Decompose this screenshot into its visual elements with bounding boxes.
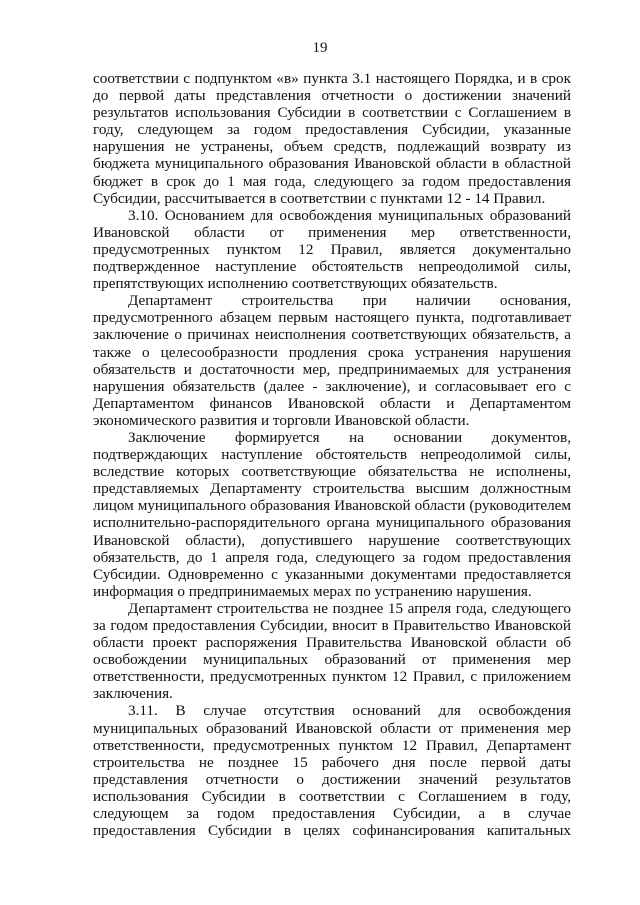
paragraph-continuation: соответствии с подпунктом «в» пункта 3.1 настоящего Порядка, и в срок до первой даты представления отчетности о достижении значений результатов использования Субсидии в соответствии с Соглашением в году, следующем за годом предоставления Субсидии, указанные нарушения не устранены, объем средств, подлежащий возврату из бюджета муниципального образования Ивановской области в областной бюджет в срок до 1 мая года, следующего за годом предоставления Субсидии, рассчитывается в соответствии с пунктами 12 - 14 Правил. — [93, 70, 571, 207]
paragraph-3-11: 3.11. В случае отсутствия оснований для освобождения муниципальных образований Ивановской области от применения мер ответственности, предусмотренных пунктом 12 Правил, Департамент строительства не позднее 15 рабочего дня после первой даты представления отчетности о достижении значений результатов использования Субсидии в соответствии с Соглашением в году, следующем за годом предоставления Субсидии, а в случае предоставления Субсидии в целях софинансирования капитальных — [93, 702, 571, 840]
document-body — [93, 70, 571, 839]
paragraph-3-10: 3.10. Основанием для освобождения муниципальных образований Ивановской области от применения мер ответственности, предусмотренных пунктом 12 Правил, является документально подтвержденное наступление обстоятельств непреодолимой силы, препятствующих исполнению соответствующих обязательств. — [93, 206, 571, 293]
paragraph-draft-order: Департамент строительства не позднее 15 апреля года, следующего за годом предоставления Субсидии, вносит в Правительство Ивановской области проект распоряжения Правительства Ивановской области об освобождении муниципальных образований от применения мер ответственности, предусмотренных пунктом 12 Правил, с приложением заключения. — [93, 599, 571, 703]
page-number: 19 — [312, 40, 328, 56]
paragraph-department-conclusion: Департамент строительства при наличии основания, предусмотренного абзацем первым настоящего пункта, подготавливает заключение о причинах неисполнения соответствующих обязательств, а также о целесообразности продления срока устранения нарушения обязательств и достаточности мер, предпринимаемых для устранения нарушения обязательств (далее - заключение), и согласовывает его с Департаментом финансов Ивановской области и Департаментом экономического развития и торговли Ивановской области. — [93, 292, 571, 429]
paragraph-conclusion-formation: Заключение формируется на основании документов, подтверждающих наступление обстоятельств непреодолимой силы, вследствие которых соответствующие обязательства не исполнены, представляемых Департаменту строительства высшим должностным лицом муниципального образования Ивановской области (руководителем исполнительно-распорядительного органа муниципального образования Ивановской области), допустившего нарушение соответствующих обязательств, до 1 апреля года, следующего за годом предоставления Субсидии. Одновременно с указанными документами предоставляется информация о предпринимаемых мерах по устранению нарушения. — [93, 428, 571, 600]
